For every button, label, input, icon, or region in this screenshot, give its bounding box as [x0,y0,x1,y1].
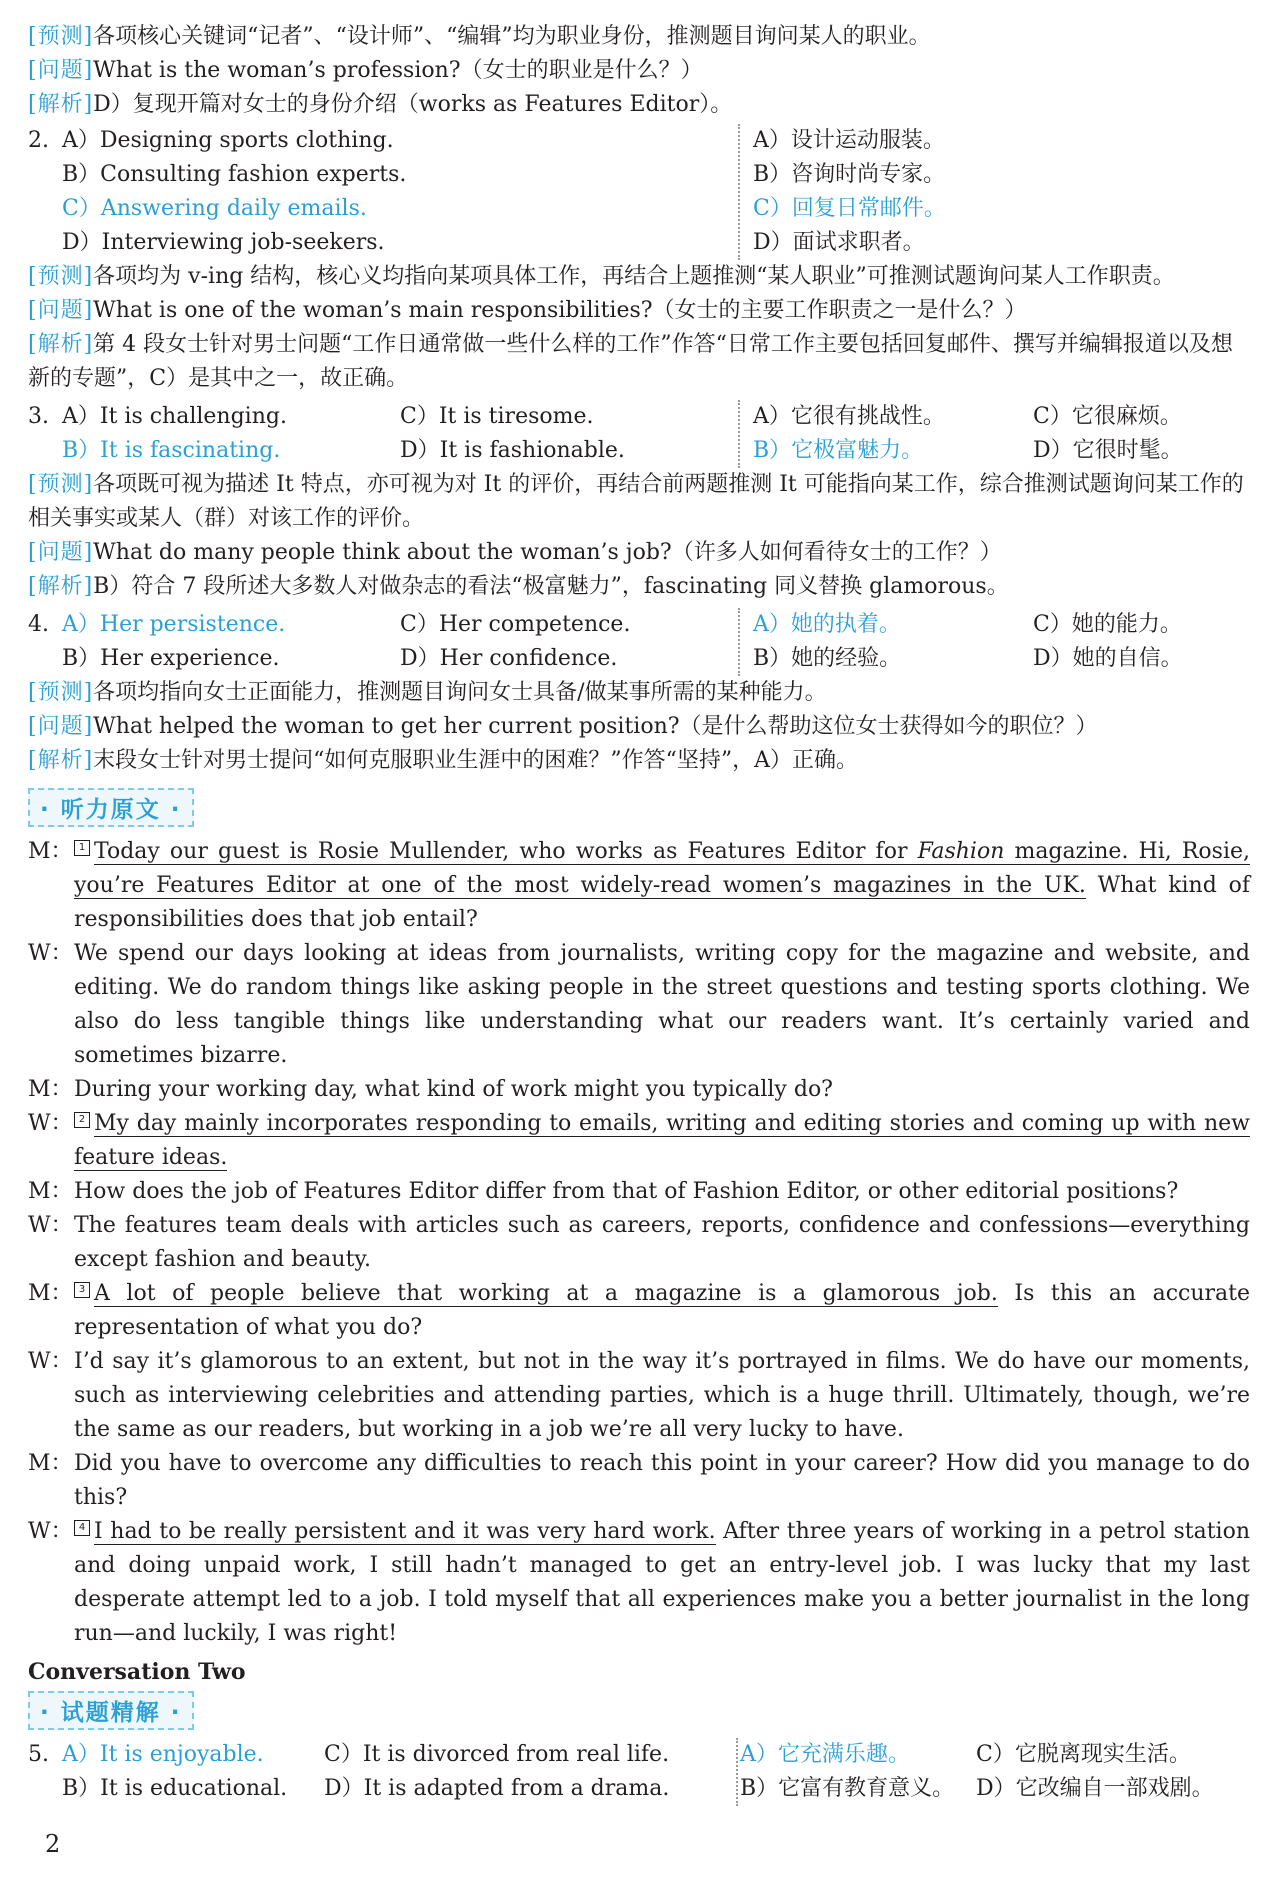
transcript-line: W： 2 My day mainly incorporates responding to emails, writing and editing stories and coming up with new feature ideas. [28,1111,1250,1170]
question-marker: 3 [74,1282,90,1298]
q3-answer-en: B）It is fascinating. [62,438,281,463]
q2-options: 2. A）Designing sports clothing. A）设计运动服装。 B）Consulting fashion experts. B）咨询时尚专家。 C）Answering daily emails. C）回复日常邮件。 D）Interviewing job-seekers. D）面试求职者。 [28,124,1250,260]
transcript-line: W： The features team deals with articles such as careers, reports, confidence and confessions—everything except fashion and beauty. [28,1213,1250,1272]
transcript-line: W： We spend our days looking at ideas from journalists, writing copy for the magazine and website, and editing. We do random things like asking people in the street questions and testing sports clothing. We also do less tangible things like understanding what our readers want. It’s certainly varied and sometimes bizarre. [28,941,1250,1068]
q2-answer-en: C）Answering daily emails. [62,196,367,221]
q4-question: [问题]What helped the woman to get her current position?（是什么帮助这位女士获得如今的职位？） [28,714,1098,739]
q4-analysis: [解析]末段女士针对男士提问“如何克服职业生涯中的困难？”作答“坚持”，A）正确。 [28,748,859,773]
q2-analysis: [解析]第 4 段女士针对男士问题“工作日通常做一些什么样的工作”作答“日常工作主要包括回复邮件、撰写并编辑报道以及想新的专题”，C）是其中之一，故正确。 [28,332,1233,391]
q5-answer-cn: A）它充满乐趣。 [740,1742,910,1767]
question-marker: 1 [74,840,90,856]
transcript-line: M： Did you have to overcome any difficulties to reach this point in your career? How did you manage to do this? [28,1451,1250,1510]
q3-analysis: [解析]B）符合 7 段所述大多数人对做杂志的看法“极富魅力”，fascinating 同义替换 glamorous。 [28,574,1009,599]
section-heading: · 试题精解 · [28,1691,194,1730]
q1-predict: [预测]各项核心关键词“记者”、“设计师”、“编辑”均为职业身份，推测题目询问某人的职业。 [28,24,931,49]
q4-predict: [预测]各项均指向女士正面能力，推测题目询问女士具备/做某事所需的某种能力。 [28,680,827,705]
question-marker: 4 [74,1520,90,1536]
q4-options: 4. A）Her persistence. C）Her competence. A）她的执着。 C）她的能力。 B）Her experience. D）Her confidence. B）她的经验。 D）她的自信。 [28,608,1250,676]
q4-answer-en: A）Her persistence. [62,612,286,637]
transcript-line: M： 1 Today our guest is Rosie Mullender, who works as Features Editor for Fashion magazine. Hi, Rosie, you’re Features Editor at one of the most widely-read women’s magazines in the UK. What kind of responsibilities does that job entail? [28,839,1251,932]
page-content [28,20,1250,1806]
transcript-line: M： During your working day, what kind of work might you typically do? [28,1077,833,1102]
q1-question: [问题]What is the woman’s profession?（女士的职业是什么？） [28,58,703,83]
q3-predict: [预测]各项既可视为描述 It 特点，亦可视为对 It 的评价，再结合前两题推测 It 可能指向某工作，综合推测试题询问某工作的相关事实或某人（群）对该工作的评价。 [28,472,1244,531]
transcript-line: M： 3 A lot of people believe that working at a magazine is a glamorous job. Is this an accurate representation of what you do? [28,1281,1250,1340]
conversation-two-title: Conversation Two [28,1659,246,1685]
transcript-line: M： How does the job of Features Editor differ from that of Fashion Editor, or other editorial positions? [28,1179,1179,1204]
q3-question: [问题]What do many people think about the woman’s job?（许多人如何看待女士的工作？） [28,540,1002,565]
transcript-heading: · 听力原文 · [28,788,194,827]
q2-answer-cn: C）回复日常邮件。 [753,196,946,221]
transcript-line: W： 4 I had to be really persistent and it was very hard work. After three years of working in a petrol station and doing unpaid work, I still hadn’t managed to get an entry-level job. I was lucky that my last desperate attempt led to a job. I told myself that all experiences make you a better journalist in the long run—and luckily, I was right! [28,1519,1250,1646]
q5-answer-en: A）It is enjoyable. [62,1742,264,1767]
q4-answer-cn: A）她的执着。 [753,612,901,637]
transcript-line: W： I’d say it’s glamorous to an extent, but not in the way it’s portrayed in films. We do have our moments, such as interviewing celebrities and attending parties, which is a huge thrill. Ultimately, though, we’re the same as our readers, but working in a job we’re all very lucky to have. [28,1349,1250,1442]
q5-options: 5. A）It is enjoyable. C）It is divorced from real life. A）它充满乐趣。 C）它脱离现实生活。 B）It is educational. D）It is adapted from a drama. B）它富有教育意义。 D）它改编自一部戏剧。 [28,1738,1250,1806]
question-marker: 2 [74,1112,90,1128]
page-number: 2 [45,1830,61,1858]
q3-options: 3. A）It is challenging. C）It is tiresome. A）它很有挑战性。 C）它很麻烦。 B）It is fascinating. D）It is fashionable. B）它极富魅力。 D）它很时髦。 [28,400,1250,468]
q2-question: [问题]What is one of the woman’s main responsibilities?（女士的主要工作职责之一是什么？） [28,298,1027,323]
q3-answer-cn: B）它极富魅力。 [753,438,924,463]
q2-predict: [预测]各项均为 v-ing 结构，核心义均指向某项具体工作，再结合上题推测“某人职业”可推测试题询问某人工作职责。 [28,264,1175,289]
q1-analysis: [解析]D）复现开篇对女士的身份介绍（works as Features Editor）。 [28,92,733,117]
